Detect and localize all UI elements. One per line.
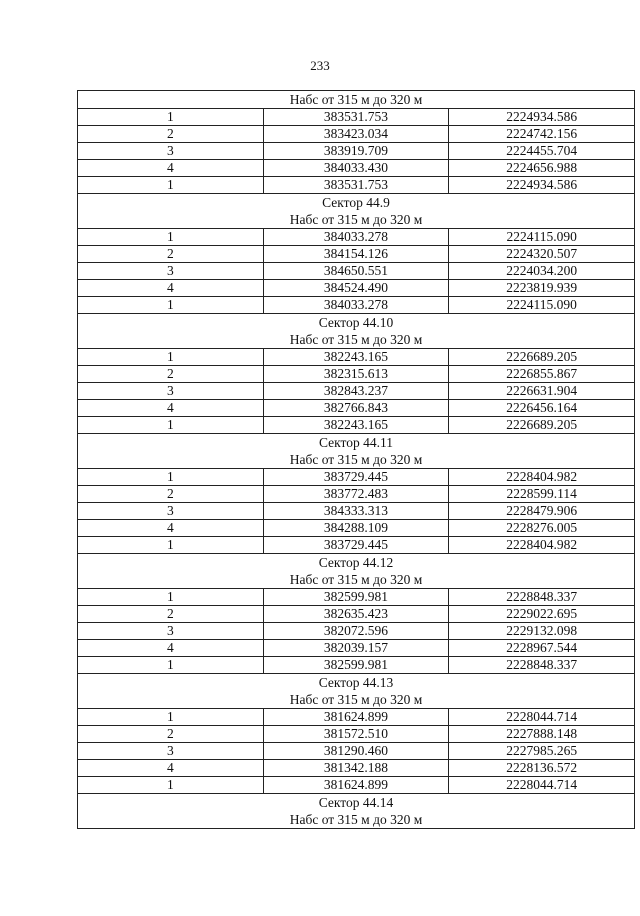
- y-coordinate-cell: 2223819.939: [449, 280, 635, 297]
- point-number-cell: 4: [78, 760, 264, 777]
- point-number-cell: 1: [78, 349, 264, 366]
- x-coordinate-cell: 384333.313: [263, 503, 449, 520]
- table-row: [78, 486, 635, 503]
- table-row: [78, 383, 635, 400]
- y-coordinate-cell: 2224320.507: [449, 246, 635, 263]
- x-coordinate-cell: 382766.843: [263, 400, 449, 417]
- table-row: [78, 606, 635, 623]
- y-coordinate-cell: 2228136.572: [449, 760, 635, 777]
- table-row: [78, 109, 635, 126]
- sector-subtitle: Набс от 315 м до 320 м: [289, 812, 423, 827]
- point-number-cell: 3: [78, 263, 264, 280]
- y-coordinate-cell: 2228404.982: [449, 469, 635, 486]
- y-coordinate-cell: 2226456.164: [449, 400, 635, 417]
- point-number-cell: 3: [78, 143, 264, 160]
- sector-header-row: [78, 194, 635, 229]
- point-number-cell: 2: [78, 366, 264, 383]
- sector-header-row: [78, 794, 635, 829]
- y-coordinate-cell: 2224742.156: [449, 126, 635, 143]
- x-coordinate-cell: 383729.445: [263, 537, 449, 554]
- point-number-cell: 1: [78, 777, 264, 794]
- y-coordinate-cell: 2228479.906: [449, 503, 635, 520]
- sector-title: Сектор 44.9: [322, 195, 390, 210]
- sector-header: [78, 91, 635, 109]
- x-coordinate-cell: 381624.899: [263, 777, 449, 794]
- x-coordinate-cell: 382243.165: [263, 417, 449, 434]
- table-row: [78, 743, 635, 760]
- x-coordinate-cell: 382315.613: [263, 366, 449, 383]
- y-coordinate-cell: 2228276.005: [449, 520, 635, 537]
- y-coordinate-cell: 2229022.695: [449, 606, 635, 623]
- sector-header: [78, 554, 635, 589]
- y-coordinate-cell: 2226689.205: [449, 349, 635, 366]
- table-row: [78, 400, 635, 417]
- y-coordinate-cell: 2224934.586: [449, 109, 635, 126]
- y-coordinate-cell: 2224115.090: [449, 229, 635, 246]
- y-coordinate-cell: 2228967.544: [449, 640, 635, 657]
- sector-subtitle: Набс от 315 м до 320 м: [289, 212, 423, 227]
- y-coordinate-cell: 2228044.714: [449, 777, 635, 794]
- page-number: 233: [310, 58, 330, 73]
- point-number-cell: 3: [78, 743, 264, 760]
- sector-header-row: [78, 674, 635, 709]
- sector-title: Сектор 44.14: [318, 795, 394, 810]
- point-number-cell: 1: [78, 657, 264, 674]
- coordinates-table: [77, 90, 635, 829]
- table-row: [78, 520, 635, 537]
- y-coordinate-cell: 2227985.265: [449, 743, 635, 760]
- table-row: [78, 469, 635, 486]
- sector-header: [78, 674, 635, 709]
- sector-title: Сектор 44.13: [318, 675, 394, 690]
- point-number-cell: 4: [78, 520, 264, 537]
- x-coordinate-cell: 381290.460: [263, 743, 449, 760]
- point-number-cell: 4: [78, 280, 264, 297]
- x-coordinate-cell: 381342.188: [263, 760, 449, 777]
- x-coordinate-cell: 383919.709: [263, 143, 449, 160]
- table-row: [78, 297, 635, 314]
- point-number-cell: 3: [78, 503, 264, 520]
- table-row: [78, 709, 635, 726]
- sector-header: [78, 434, 635, 469]
- point-number-cell: 4: [78, 400, 264, 417]
- y-coordinate-cell: 2228848.337: [449, 589, 635, 606]
- table-row: [78, 160, 635, 177]
- y-coordinate-cell: 2226689.205: [449, 417, 635, 434]
- sector-title: Сектор 44.10: [318, 315, 394, 330]
- table-row: [78, 143, 635, 160]
- sector-header-row: [78, 91, 635, 109]
- point-number-cell: 4: [78, 640, 264, 657]
- sector-subtitle: Набс от 315 м до 320 м: [289, 692, 423, 707]
- point-number-cell: 2: [78, 246, 264, 263]
- table-row: [78, 760, 635, 777]
- x-coordinate-cell: 383423.034: [263, 126, 449, 143]
- table-row: [78, 263, 635, 280]
- y-coordinate-cell: 2228599.114: [449, 486, 635, 503]
- table-row: [78, 537, 635, 554]
- y-coordinate-cell: 2228044.714: [449, 709, 635, 726]
- sector-header: [78, 194, 635, 229]
- point-number-cell: 1: [78, 297, 264, 314]
- x-coordinate-cell: 384033.278: [263, 229, 449, 246]
- y-coordinate-cell: 2224656.988: [449, 160, 635, 177]
- point-number-cell: 2: [78, 606, 264, 623]
- sector-title: Сектор 44.12: [318, 555, 394, 570]
- x-coordinate-cell: 384650.551: [263, 263, 449, 280]
- point-number-cell: 1: [78, 109, 264, 126]
- table-row: [78, 726, 635, 743]
- x-coordinate-cell: 382599.981: [263, 589, 449, 606]
- x-coordinate-cell: 382072.596: [263, 623, 449, 640]
- x-coordinate-cell: 384524.490: [263, 280, 449, 297]
- sector-header: [78, 314, 635, 349]
- table-row: [78, 623, 635, 640]
- point-number-cell: 3: [78, 623, 264, 640]
- table-row: [78, 366, 635, 383]
- x-coordinate-cell: 382843.237: [263, 383, 449, 400]
- table-row: [78, 177, 635, 194]
- x-coordinate-cell: 383531.753: [263, 177, 449, 194]
- x-coordinate-cell: 384033.278: [263, 297, 449, 314]
- table-row: [78, 640, 635, 657]
- table-row: [78, 349, 635, 366]
- point-number-cell: 1: [78, 177, 264, 194]
- y-coordinate-cell: 2227888.148: [449, 726, 635, 743]
- table-row: [78, 777, 635, 794]
- point-number-cell: 1: [78, 469, 264, 486]
- table-row: [78, 280, 635, 297]
- table-row: [78, 126, 635, 143]
- x-coordinate-cell: 381624.899: [263, 709, 449, 726]
- y-coordinate-cell: 2228848.337: [449, 657, 635, 674]
- y-coordinate-cell: 2224034.200: [449, 263, 635, 280]
- x-coordinate-cell: 383531.753: [263, 109, 449, 126]
- sector-subtitle: Набс от 315 м до 320 м: [289, 92, 423, 107]
- y-coordinate-cell: 2224455.704: [449, 143, 635, 160]
- sector-subtitle: Набс от 315 м до 320 м: [289, 332, 423, 347]
- y-coordinate-cell: 2224115.090: [449, 297, 635, 314]
- point-number-cell: 2: [78, 726, 264, 743]
- x-coordinate-cell: 383772.483: [263, 486, 449, 503]
- x-coordinate-cell: 382635.423: [263, 606, 449, 623]
- sector-header-row: [78, 314, 635, 349]
- table-row: [78, 417, 635, 434]
- sector-title: Сектор 44.11: [318, 435, 393, 450]
- sector-subtitle: Набс от 315 м до 320 м: [289, 572, 423, 587]
- point-number-cell: 1: [78, 709, 264, 726]
- x-coordinate-cell: 382243.165: [263, 349, 449, 366]
- table-row: [78, 657, 635, 674]
- x-coordinate-cell: 382039.157: [263, 640, 449, 657]
- y-coordinate-cell: 2224934.586: [449, 177, 635, 194]
- point-number-cell: 3: [78, 383, 264, 400]
- x-coordinate-cell: 382599.981: [263, 657, 449, 674]
- y-coordinate-cell: 2226855.867: [449, 366, 635, 383]
- table-row: [78, 589, 635, 606]
- sector-subtitle: Набс от 315 м до 320 м: [289, 452, 423, 467]
- y-coordinate-cell: 2229132.098: [449, 623, 635, 640]
- table-row: [78, 503, 635, 520]
- sector-header-row: [78, 554, 635, 589]
- table-row: [78, 246, 635, 263]
- point-number-cell: 4: [78, 160, 264, 177]
- y-coordinate-cell: 2228404.982: [449, 537, 635, 554]
- point-number-cell: 1: [78, 537, 264, 554]
- x-coordinate-cell: 383729.445: [263, 469, 449, 486]
- point-number-cell: 1: [78, 229, 264, 246]
- point-number-cell: 2: [78, 126, 264, 143]
- point-number-cell: 2: [78, 486, 264, 503]
- sector-header-row: [78, 434, 635, 469]
- x-coordinate-cell: 381572.510: [263, 726, 449, 743]
- point-number-cell: 1: [78, 417, 264, 434]
- x-coordinate-cell: 384154.126: [263, 246, 449, 263]
- sector-header: [78, 794, 635, 829]
- x-coordinate-cell: 384033.430: [263, 160, 449, 177]
- x-coordinate-cell: 384288.109: [263, 520, 449, 537]
- point-number-cell: 1: [78, 589, 264, 606]
- table-row: [78, 229, 635, 246]
- y-coordinate-cell: 2226631.904: [449, 383, 635, 400]
